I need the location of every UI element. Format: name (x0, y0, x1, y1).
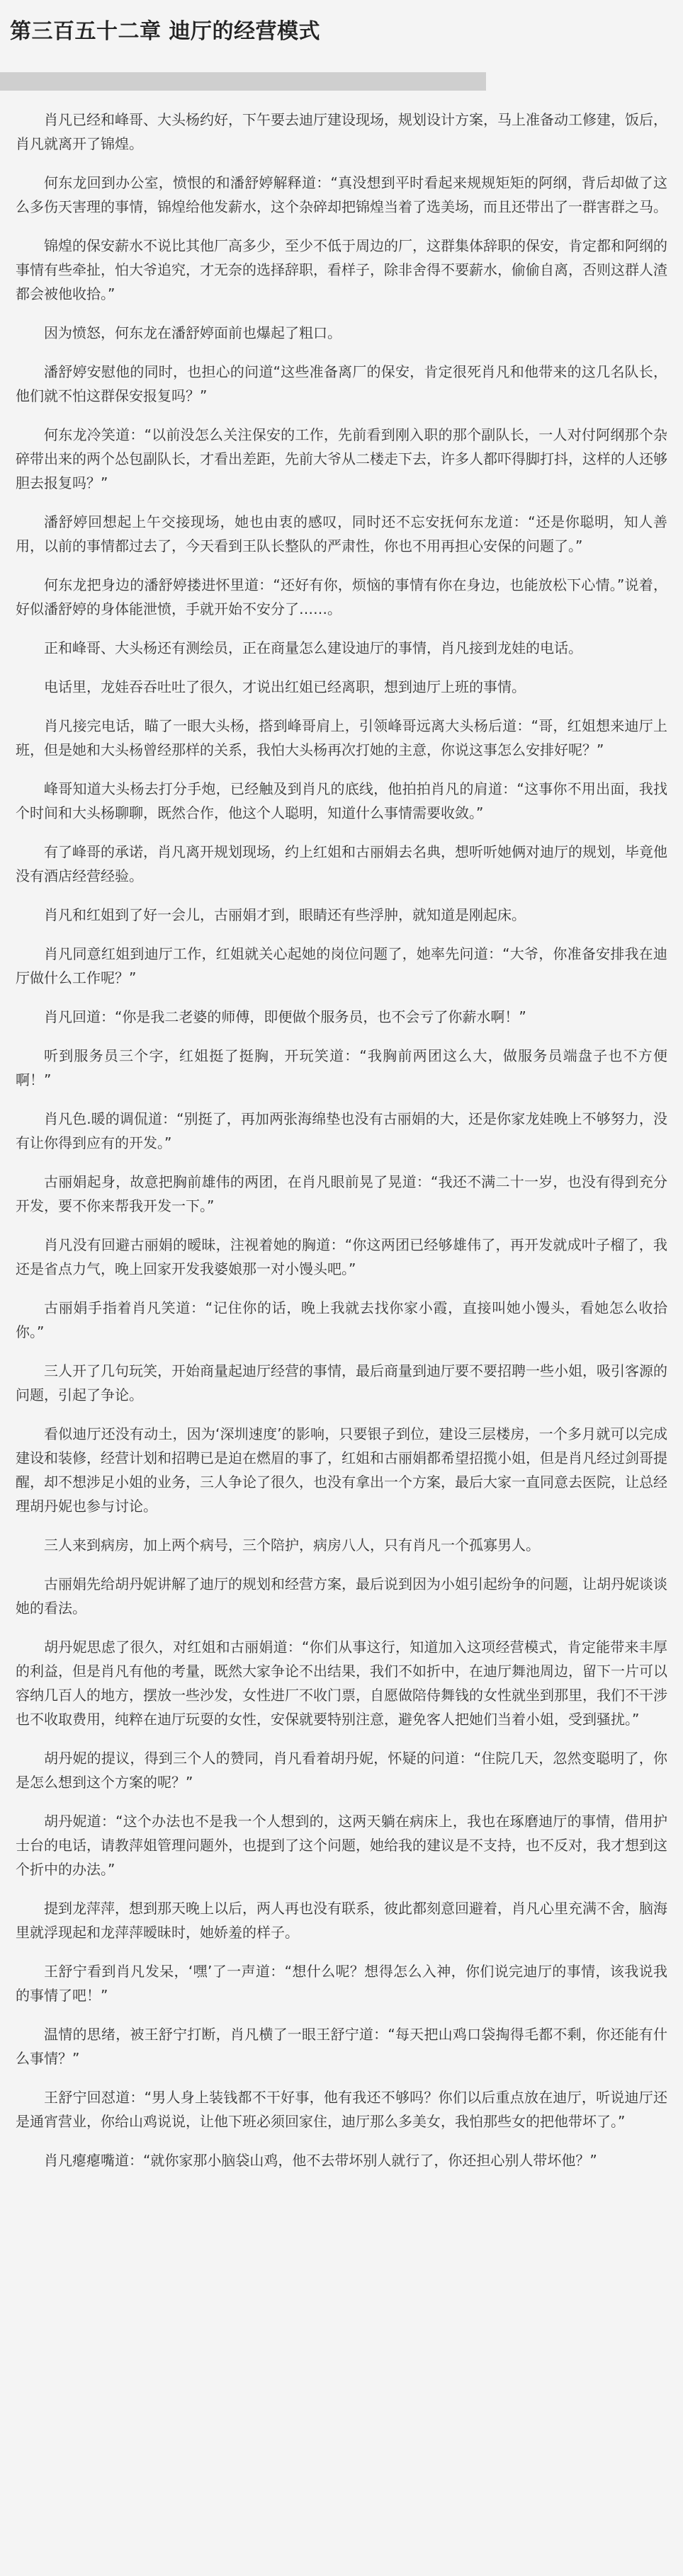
paragraph: 王舒宁回怼道：“男人身上装钱都不干好事，他有我还不够吗？你们以后重点放在迪厅，听说迪厅还是通宵营业，你给山鸡说说，让他下班必须回家住，迪厅那么多美女，我怕那些女的把他带坏了。” (16, 2089, 667, 2130)
paragraph: 提到龙萍萍，想到那天晚上以后，两人再也没有联系，彼此都刻意回避着，肖凡心里充满不舍，脑海里就浮现起和龙萍萍暧昧时，她娇羞的样子。 (16, 1900, 667, 1941)
paragraph: 峰哥知道大头杨去打分手炮，已经触及到肖凡的底线，他拍拍肖凡的肩道：“这事你不用出面，我找个时间和大头杨聊聊，既然合作，他这个人聪明，知道什么事情需要收敛。” (16, 780, 667, 821)
paragraph: 古丽娟先给胡丹妮讲解了迪厅的规划和经营方案，最后说到因为小姐引起纷争的问题，让胡丹妮谈谈她的看法。 (16, 1575, 667, 1617)
chapter-content (0, 91, 683, 2172)
paragraph: 何东龙回到办公室，愤恨的和潘舒婷解释道：“真没想到平时看起来规规矩矩的阿纲，背后却做了这么多伤天害理的事情，锦煌给他发薪水，这个杂碎却把锦煌当着了选美场，而且还带出了一群害群之马。 (16, 174, 667, 215)
paragraph: 古丽娟起身，故意把胸前雄伟的两团，在肖凡眼前晃了晃道：“我还不满二十一岁，也没有得到充分开发，要不你来帮我开发一下。” (16, 1173, 667, 1214)
paragraph: 三人开了几句玩笑，开始商量起迪厅经营的事情，最后商量到迪厅要不要招聘一些小姐，吸引客源的问题，引起了争论。 (16, 1362, 667, 1403)
paragraph: 何东龙冷笑道：“以前没怎么关注保安的工作，先前看到刚入职的那个副队长，一人对付阿纲那个杂碎带出来的两个怂包副队长，才看出差距，先前大爷从二楼走下去，许多人都吓得脚打抖，这样的人还够胆去报复吗？” (16, 426, 667, 491)
paragraph: 何东龙把身边的潘舒婷搂进怀里道：“还好有你，烦恼的事情有你在身边，也能放松下心情。”说着，好似潘舒婷的身体能泄愤，手就开始不安分了……。 (16, 576, 667, 617)
paragraph: 肖凡回道：“你是我二老婆的师傅，即便做个服务员，也不会亏了你薪水啊！” (44, 1008, 526, 1025)
paragraph: 潘舒婷安慰他的同时，也担心的问道“这些准备离厂的保安，肯定很死肖凡和他带来的这几名队长，他们就不怕这群保安报复吗？” (16, 363, 667, 404)
paragraph: 肖凡色.暖的调侃道：“别挺了，再加两张海绵垫也没有古丽娟的大，还是你家龙娃晚上不够努力，没有让你得到应有的开发。” (16, 1110, 667, 1151)
paragraph: 锦煌的保安薪水不说比其他厂高多少，至少不低于周边的厂，这群集体辞职的保安，肯定都和阿纲的事情有些牵扯，怕大爷追究，才无奈的选择辞职，看样子，除非舍得不要薪水，偷偷自离，否则这群人渣都会被他收拾。” (16, 237, 667, 302)
paragraph: 肖凡接完电话，瞄了一眼大头杨，搭到峰哥肩上，引领峰哥远离大头杨后道：“哥，红姐想来迪厅上班，但是她和大头杨曾经那样的关系，我怕大头杨再次打她的主意，你说这事怎么安排好呢？” (16, 717, 667, 758)
paragraph: 三人来到病房，加上两个病号，三个陪护，病房八人，只有肖凡一个孤寡男人。 (44, 1537, 540, 1554)
paragraph: 肖凡和红姐到了好一会儿，古丽娟才到，眼睛还有些浮肿，就知道是刚起床。 (44, 906, 526, 923)
title-divider-bar (0, 72, 486, 91)
paragraph: 温情的思绪，被王舒宁打断，肖凡横了一眼王舒宁道：“每天把山鸡口袋掏得毛都不剩，你还能有什么事情？” (16, 2026, 667, 2067)
paragraph: 肖凡已经和峰哥、大头杨约好，下午要去迪厅建设现场，规划设计方案，马上准备动工修建，饭后，肖凡就离开了锦煌。 (16, 111, 667, 152)
paragraph: 潘舒婷回想起上午交接现场，她也由衷的感叹，同时还不忘安抚何东龙道：“还是你聪明，知人善用，以前的事情都过去了，今天看到王队长整队的严肃性，你也不用再担心安保的问题了。” (16, 513, 667, 554)
paragraph: 听到服务员三个字，红姐挺了挺胸，开玩笑道：“我胸前两团这么大，做服务员端盘子也不方便啊！” (16, 1047, 667, 1088)
paragraph: 肖凡瘪瘪嘴道：“就你家那小脑袋山鸡，他不去带坏别人就行了，你还担心别人带坏他？” (44, 2152, 597, 2169)
paragraph: 电话里，龙娃吞吞吐吐了很久，才说出红姐已经离职，想到迪厅上班的事情。 (44, 678, 526, 695)
paragraph: 胡丹妮道：“这个办法也不是我一个人想到的，这两天躺在病床上，我也在琢磨迪厅的事情，借用护士台的电话，请教萍姐管理问题外，也提到了这个问题，她给我的建议是不支持，也不反对，我才想到这个折中的办法。” (16, 1813, 667, 1878)
paragraph: 看似迪厅还没有动土，因为‘深圳速度’的影响，只要银子到位，建设三层楼房，一个多月就可以完成建设和装修，经营计划和招聘已是迫在燃眉的事了，红姐和古丽娟都希望招揽小姐，但是肖凡经过剑哥提醒，却不想涉足小姐的业务，三人争论了很久，也没有拿出一个方案，最后大家一直同意去医院，让总经理胡丹妮也参与讨论。 (16, 1425, 667, 1515)
paragraph: 肖凡没有回避古丽娟的暧昧，注视着她的胸道：“你这两团已经够雄伟了，再开发就成叶子榴了，我还是省点力气，晚上回家开发我婆娘那一对小馒头吧。” (16, 1236, 667, 1277)
paragraph: 肖凡同意红姐到迪厅工作，红姐就关心起她的岗位问题了，她率先问道：“大爷，你准备安排我在迪厅做什么工作呢？” (16, 945, 667, 986)
paragraph: 王舒宁看到肖凡发呆，‘嘿’了一声道：“想什么呢？想得怎么入神，你们说完迪厅的事情，该我说我的事情了吧！” (16, 1963, 667, 2004)
paragraph: 有了峰哥的承诺，肖凡离开规划现场，约上红姐和古丽娟去名典，想听听她俩对迪厅的规划，毕竟他没有酒店经营经验。 (16, 843, 667, 884)
chapter-title: 第三百五十二章 迪厅的经营模式 (10, 19, 320, 44)
paragraph: 因为愤怒，何东龙在潘舒婷面前也爆起了粗口。 (44, 324, 342, 341)
paragraph: 正和峰哥、大头杨还有测绘员，正在商量怎么建设迪厅的事情，肖凡接到龙娃的电话。 (44, 639, 582, 656)
paragraph: 古丽娟手指着肖凡笑道：“记住你的话，晚上我就去找你家小霞，直接叫她小馒头，看她怎么收拾你。” (16, 1299, 667, 1340)
paragraph: 胡丹妮的提议，得到三个人的赞同，肖凡看着胡丹妮，怀疑的问道：“住院几天，忽然变聪明了，你是怎么想到这个方案的呢？” (16, 1750, 667, 1791)
paragraph: 胡丹妮思虑了很久，对红姐和古丽娟道：“你们从事这行，知道加入这项经营模式，肯定能带来丰厚的利益，但是肖凡有他的考量，既然大家争论不出结果，我们不如折中，在迪厅舞池周边，留下一片可以容纳几百人的地方，摆放一些沙发，女性进厂不收门票，自愿做陪侍舞钱的女性就坐到那里，我们不干涉也不收取费用，纯粹在迪厅玩耍的女性，安保就要特别注意，避免客人把她们当着小姐，受到骚扰。” (16, 1639, 667, 1728)
